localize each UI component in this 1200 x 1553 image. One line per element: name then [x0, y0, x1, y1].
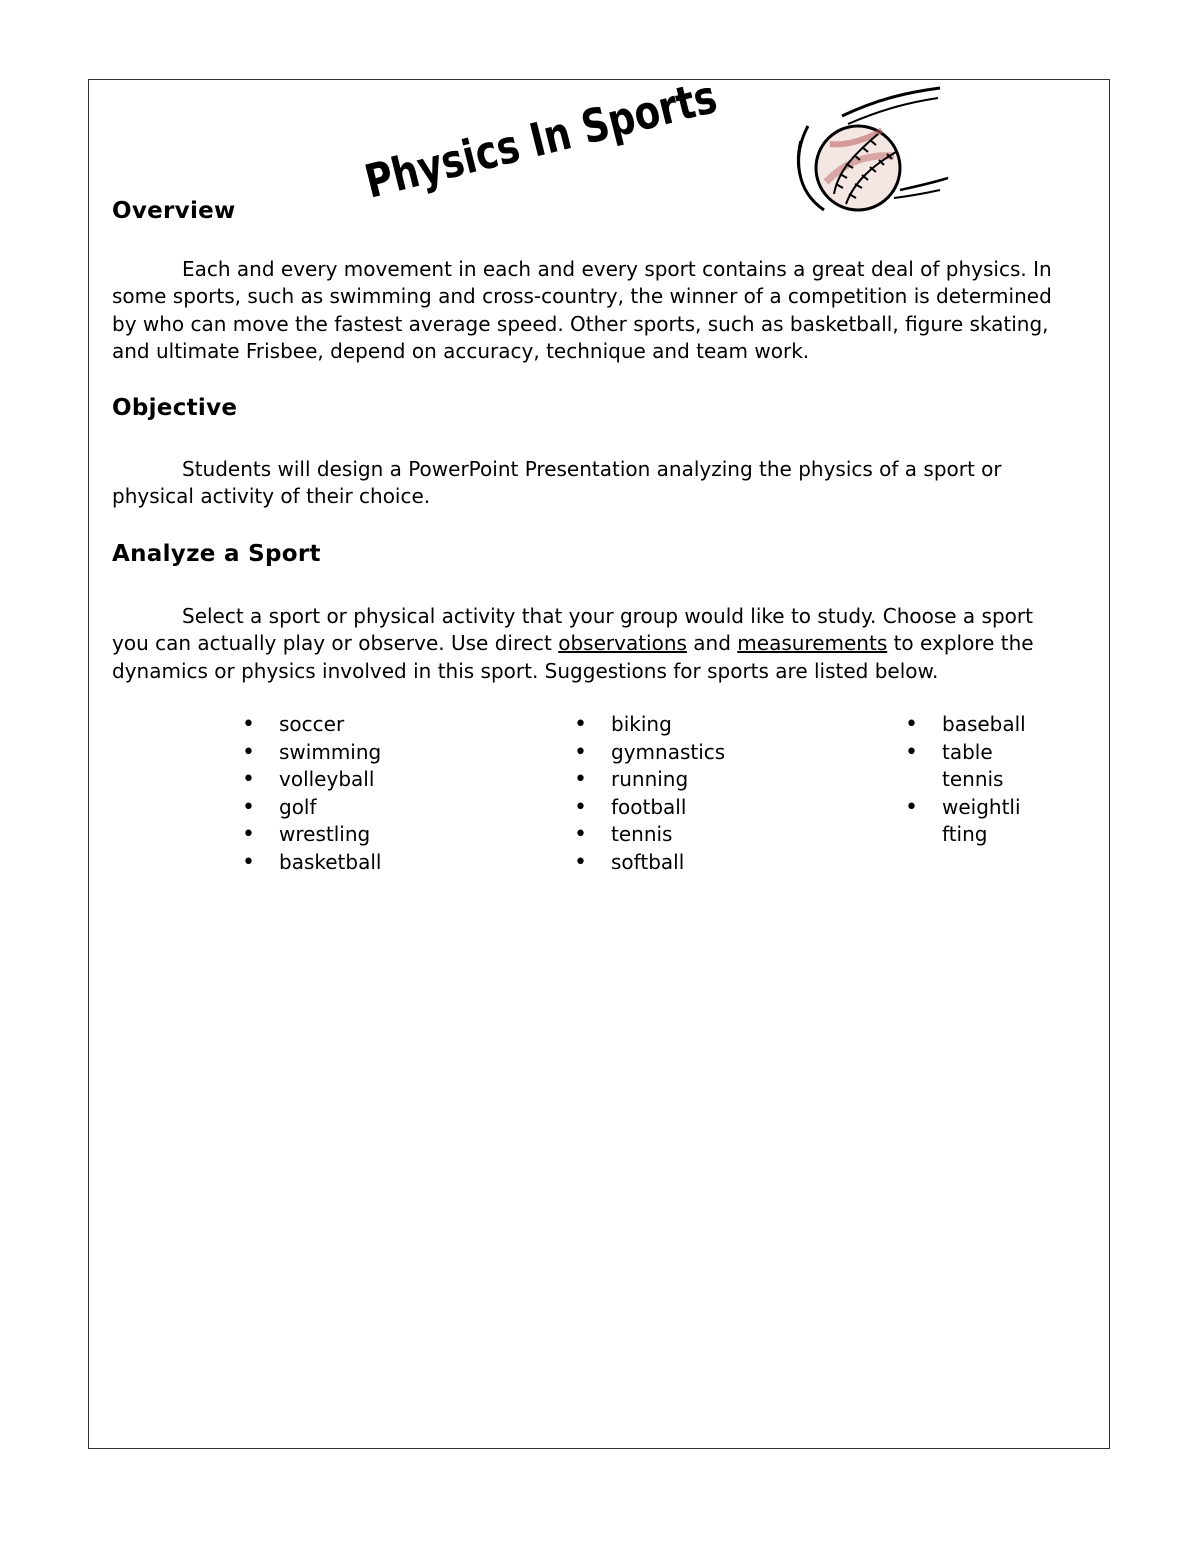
list-item: • table tennis: [905, 739, 1022, 794]
page-title: Physics In Sports: [359, 48, 806, 209]
overview-text: Each and every movement in each and every sport contains a great deal of physics. In some sports, such as swimming and cross-country, the winner of a competition is determined by who can move the fastest average speed. Other sports, such as basketball, figure skating, and ultimate Frisbee, depend on accuracy, technique and team work.: [112, 257, 1052, 363]
analyze-paragraph: [112, 603, 1072, 685]
list-item: • baseball: [905, 711, 1055, 739]
analyze-heading: Analyze a Sport: [112, 541, 321, 567]
measurements-term: measurements: [737, 631, 888, 656]
observations-term: observations: [558, 631, 687, 656]
list-item: • wrestling: [242, 821, 422, 849]
overview-heading: Overview: [112, 198, 236, 224]
list-item: • volleyball: [242, 766, 422, 794]
analyze-text-1: Select a sport or physical activity that your group would like to study. Choose a sport you can actually play or observe. Use direct: [112, 604, 1033, 656]
list-item: • weightlifting: [905, 794, 1022, 849]
list-item: • swimming: [242, 739, 422, 767]
objective-paragraph: [112, 456, 1072, 511]
sports-list-column-2: [574, 711, 794, 876]
objective-heading: Objective: [112, 395, 238, 421]
list-item: • biking: [574, 711, 794, 739]
title-wordart: [359, 48, 806, 218]
list-item: • soccer: [242, 711, 422, 739]
list-item: • football: [574, 794, 794, 822]
list-item: • running: [574, 766, 794, 794]
sports-list-column-3: [905, 711, 1055, 849]
list-item: • softball: [574, 849, 794, 877]
list-item: • golf: [242, 794, 422, 822]
analyze-text-2: and: [686, 631, 738, 656]
list-item: • tennis: [574, 821, 794, 849]
list-item: • basketball: [242, 849, 422, 877]
objective-text: Students will design a PowerPoint Presentation analyzing the physics of a sport or physical activity of their choice.: [112, 457, 1002, 509]
sports-list-column-1: [242, 711, 422, 876]
overview-paragraph: [112, 256, 1072, 365]
analyze-text-3: to explore the dynamics or physics involved in this sport. Suggestions for sports are listed below.: [112, 631, 1034, 683]
baseball-icon: [790, 86, 955, 216]
list-item: • gymnastics: [574, 739, 794, 767]
